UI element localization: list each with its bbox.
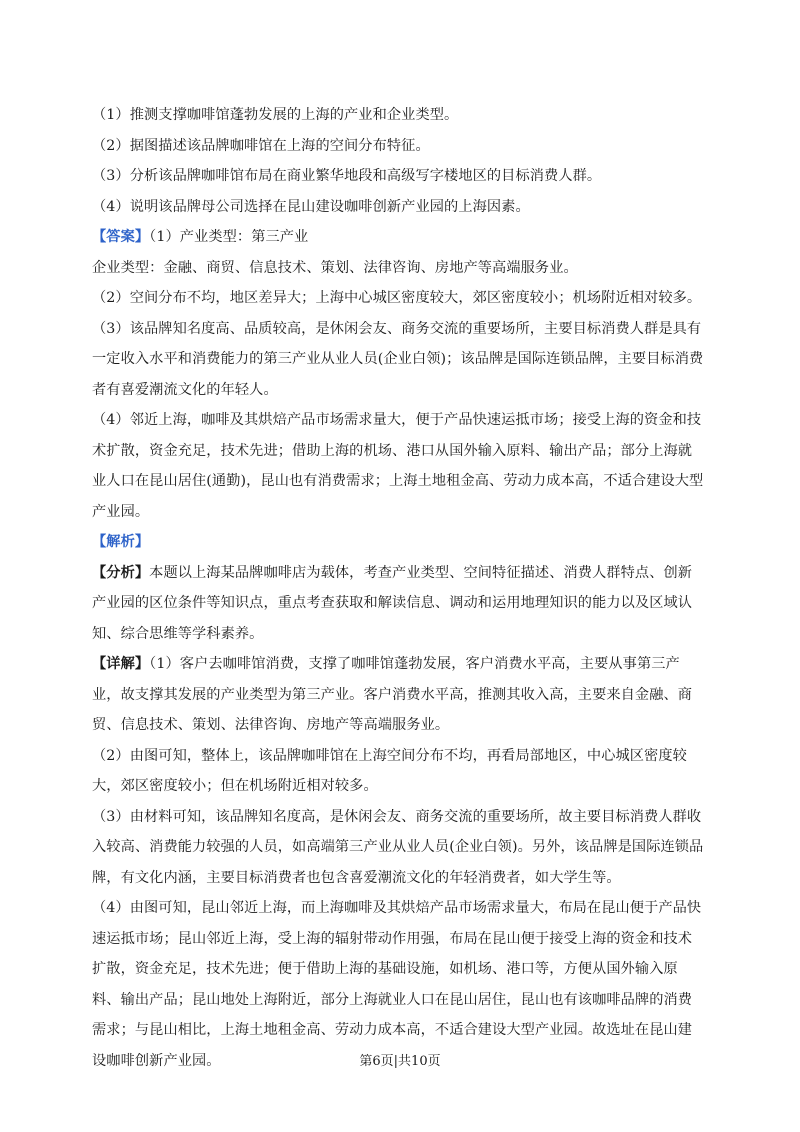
fenxi-text: 本题以上海某品牌咖啡店为载体，考查产业类型、空间特征描述、消费人群特点、创新产业园的区位条件等知识点，重点考查获取和解读信息、调动和运用地理知识的能力以及区域认知、综合思维等学科素养。 bbox=[92, 564, 693, 642]
answer-line-2: 企业类型：金融、商贸、信息技术、策划、法律咨询、房地产等高端服务业。 bbox=[92, 259, 578, 276]
question-4: （4）说明该品牌母公司选择在昆山建设咖啡创新产业园的上海因素。 bbox=[92, 198, 530, 215]
xiangjie-label: 【详解】 bbox=[92, 656, 150, 672]
analysis-detail-1 bbox=[92, 649, 706, 741]
answer-line-1: （1）产业类型：第三产业 bbox=[149, 229, 309, 245]
detail-1-text: （1）客户去咖啡馆消费，支撑了咖啡馆蓬勃发展，客户消费水平高，主要从事第三产业，故支撑其发展的产业类型为第三产业。客户消费水平高，推测其收入高，主要来自金融、商贸、信息技术、策划、法律咨询、房地产等高端服务业。 bbox=[92, 656, 693, 733]
fenxi-label: 【分析】 bbox=[92, 564, 150, 581]
analysis-heading bbox=[92, 527, 706, 558]
analysis-detail-4: （4）由图可知，昆山邻近上海，而上海咖啡及其烘焙产品市场需求量大，布局在昆山便于产品快速运抵市场；昆山邻近上海，受上海的辐射带动作用强，布局在昆山便于接受上海的资金和技术扩散，资金充足，技术先进；便于借助上海的基础设施，如机场、港口等，方便从国外输入原料、输出产品；昆山地处上海附近，部分上海就业人口在昆山居住，昆山也有该咖啡品牌的消费需求；与昆山相比，上海土地租金高、劳动力成本高，不适合建设大型产业园。故选址在昆山建设咖啡创新产业园。 bbox=[92, 900, 702, 1069]
analysis-tag: 【解析】 bbox=[92, 534, 150, 550]
answer-2: （2）空间分布不均，地区差异大；上海中心城区密度较大，郊区密度较小；机场附近相对较多。 bbox=[92, 290, 702, 306]
question-3: （3）分析该品牌咖啡馆布局在商业繁华地段和高级写字楼地区的目标消费人群。 bbox=[92, 168, 602, 184]
question-2: （2）据图描述该品牌咖啡馆在上海的空间分布特征。 bbox=[92, 137, 430, 154]
question-1: （1）推测支撑咖啡馆蓬勃发展的上海的产业和企业类型。 bbox=[92, 107, 459, 123]
answer-heading bbox=[92, 222, 706, 253]
page-content bbox=[92, 100, 706, 1076]
analysis-fenxi bbox=[92, 558, 706, 650]
analysis-detail-2: （2）由图可知，整体上，该品牌咖啡馆在上海空间分布不均，再看局部地区，中心城区密度较大，郊区密度较小；但在机场附近相对较多。 bbox=[92, 747, 687, 794]
answer-4: （4）邻近上海，咖啡及其烘焙产品市场需求量大，便于产品快速运抵市场；接受上海的资金和技术扩散，资金充足，技术先进；借助上海的机场、港口从国外输入原料、输出产品；部分上海就业人口在昆山居住(通勤)，昆山也有消费需求；上海土地租金高、劳动力成本高，不适合建设大型产业园。 bbox=[92, 412, 704, 520]
analysis-detail-3: （3）由材料可知，该品牌知名度高，是休闲会友、商务交流的重要场所，故主要目标消费人群收入较高、消费能力较强的人员，如高端第三产业从业人员(企业白领)。另外，该品牌是国际连锁品牌，有文化内涵，主要目标消费者也包含喜爱潮流文化的年轻消费者，如大学生等。 bbox=[92, 808, 704, 886]
page-footer: 第6页|共10页 bbox=[359, 1054, 441, 1069]
answer-tag: 【答案】 bbox=[92, 229, 150, 245]
answer-3: （3）该品牌知名度高、品质较高，是休闲会友、商务交流的重要场所，主要目标消费人群是具有一定收入水平和消费能力的第三产业从业人员(企业白领)；该品牌是国际连锁品牌，主要目标消费者有喜爱潮流文化的年轻人。 bbox=[92, 320, 704, 398]
